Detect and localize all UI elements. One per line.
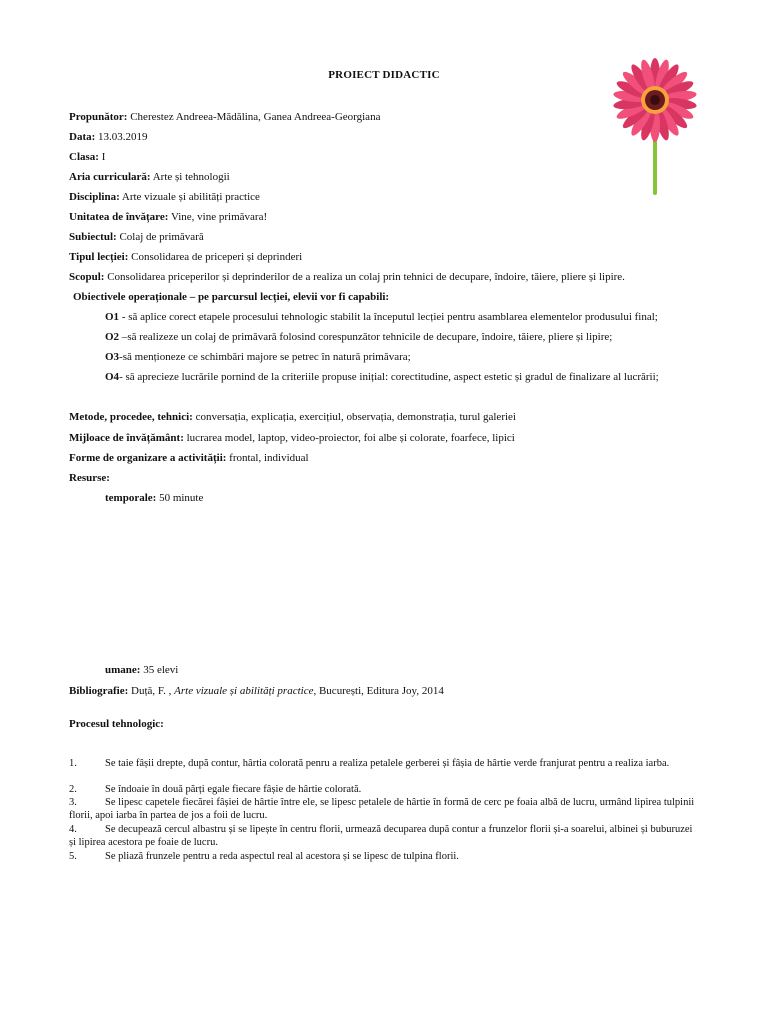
data-value: 13.03.2019	[95, 131, 148, 143]
objective-o3	[105, 350, 411, 364]
objective-text: –să realizeze un colaj de primăvară folosind corespunzător tehnicile de decupare, îndoire, tăiere, pliere și lipire;	[119, 331, 613, 343]
subiectul-value: Colaj de primăvară	[116, 231, 204, 243]
clasa-value: I	[98, 151, 106, 163]
objective-code: O1	[105, 311, 120, 323]
objective-code: O2	[105, 331, 120, 343]
mijloace-value: lucrarea model, laptop, video-proiector, foi albe și colorate, foarfece, lipici	[183, 432, 515, 444]
procesul-step-1	[69, 758, 701, 771]
umane-line	[105, 663, 178, 677]
aria-value: Arte și tehnologii	[150, 171, 230, 183]
step-text: Se taie fâșii drepte, după contur, hârtia colorată penru a realiza petalele gerberei și fâșia de hârtie verde franjurat pentru a realiza iarba.	[105, 758, 670, 769]
bibliografie-rest: , București, Editura Joy, 2014	[313, 685, 444, 697]
temporale-line	[105, 491, 203, 505]
unitatea-line	[69, 210, 267, 224]
mijloace-label: Mijloace de învățământ:	[69, 432, 184, 444]
propunator-line	[69, 110, 380, 124]
bibliografie-label: Bibliografie:	[69, 685, 129, 697]
objective-o2	[105, 330, 612, 344]
disciplina-label: Disciplina:	[69, 191, 120, 203]
objective-text: -să menționeze ce schimbări majore se petrec în natură primăvara;	[119, 351, 411, 363]
procesul-step-5	[69, 851, 701, 864]
tipul-label: Tipul lecției:	[69, 251, 129, 263]
tipul-line	[69, 250, 302, 264]
metode-line	[69, 410, 516, 424]
gerbera-flower-image	[598, 55, 710, 200]
subiectul-line	[69, 230, 204, 244]
clasa-line	[69, 150, 105, 164]
temporale-value: 50 minute	[156, 492, 204, 504]
unitatea-value: Vine, vine primăvara!	[168, 211, 268, 223]
objective-text: - să aprecieze lucrările pornind de la criteriile propuse inițial: corectitudine, aspect estetic și gradul de finalizare al lucrării;	[119, 371, 659, 383]
objective-o1	[105, 310, 658, 324]
mijloace-line	[69, 431, 515, 445]
step-text: Se îndoaie în două părți egale fiecare fâșie de hârtie colorată.	[105, 784, 362, 795]
objectives-heading: Obiectivele operaționale – pe parcursul lecției, elevii vor fi capabili:	[73, 291, 390, 303]
procesul-step-2	[69, 784, 701, 797]
resurse-label: Resurse:	[69, 472, 110, 484]
metode-label: Metode, procedee, tehnici:	[69, 411, 193, 423]
forme-line	[69, 451, 309, 465]
step-number: 1.	[69, 758, 77, 769]
scopul-label: Scopul:	[69, 271, 105, 283]
bibliografie-author: Duță, F. ,	[128, 685, 175, 697]
step-text: Se decupează cercul albastru și se lipește în centru florii, urmează decuparea după contur a frunzelor florii și-a soarelui, albinei și buburuzei și lipirea acestora pe foaie de lucru.	[69, 824, 693, 848]
disciplina-value: Arte vizuale și abilități practice	[119, 191, 260, 203]
objective-o4	[105, 370, 659, 384]
procesul-heading: Procesul tehnologic:	[69, 718, 164, 730]
propunator-value: Cherestez Andreea-Mădălina, Ganea Andreea-Georgiana	[127, 111, 381, 123]
data-label: Data:	[69, 131, 96, 143]
metode-value: conversația, explicația, exercițiul, observația, demonstrația, turul galeriei	[192, 411, 516, 423]
temporale-label: temporale:	[105, 492, 157, 504]
objective-text: - să aplice corect etapele procesului tehnologic stabilit la începutul lecției pentru asamblarea elementelor produsului final;	[119, 311, 658, 323]
objective-code: O3	[105, 351, 120, 363]
scopul-value: Consolidarea priceperilor și deprinderilor de a realiza un colaj prin tehnici de decupare, îndoire, tăiere, pliere și lipire.	[104, 271, 625, 283]
subiectul-label: Subiectul:	[69, 231, 117, 243]
tipul-value: Consolidarea de priceperi și deprinderi	[128, 251, 303, 263]
objective-code: O4	[105, 371, 120, 383]
step-number: 3.	[69, 797, 77, 808]
step-number: 2.	[69, 784, 77, 795]
step-number: 5.	[69, 851, 77, 862]
unitatea-label: Unitatea de învățare:	[69, 211, 169, 223]
clasa-label: Clasa:	[69, 151, 99, 163]
procesul-step-3	[69, 797, 701, 822]
scopul-line	[69, 270, 625, 284]
aria-label: Aria curriculară:	[69, 171, 151, 183]
step-number: 4.	[69, 824, 77, 835]
umane-label: umane:	[105, 664, 141, 676]
document-title: PROIECT DIDACTIC	[328, 69, 440, 81]
bibliografie-line	[69, 684, 444, 698]
step-text: Se lipesc capetele fiecărei fâșiei de hârtie între ele, se lipesc petalele de hârtie în formă de cerc pe foaia albă de lucru, urmând lipirea tulpinii florii, apoi iarba în partea de jos a foii de lucru.	[69, 797, 695, 821]
disciplina-line	[69, 190, 260, 204]
data-line	[69, 130, 148, 144]
umane-value: 35 elevi	[140, 664, 179, 676]
procesul-step-4	[69, 824, 701, 849]
step-text: Se pliază frunzele pentru a reda aspectul real al acestora și se lipesc de tulpina florii.	[105, 851, 459, 862]
forme-value: frontal, individual	[226, 452, 309, 464]
bibliografie-book: Arte vizuale și abilități practice	[174, 685, 314, 697]
forme-label: Forme de organizare a activității:	[69, 452, 227, 464]
propunator-label: Propunător:	[69, 111, 128, 123]
aria-line	[69, 170, 230, 184]
